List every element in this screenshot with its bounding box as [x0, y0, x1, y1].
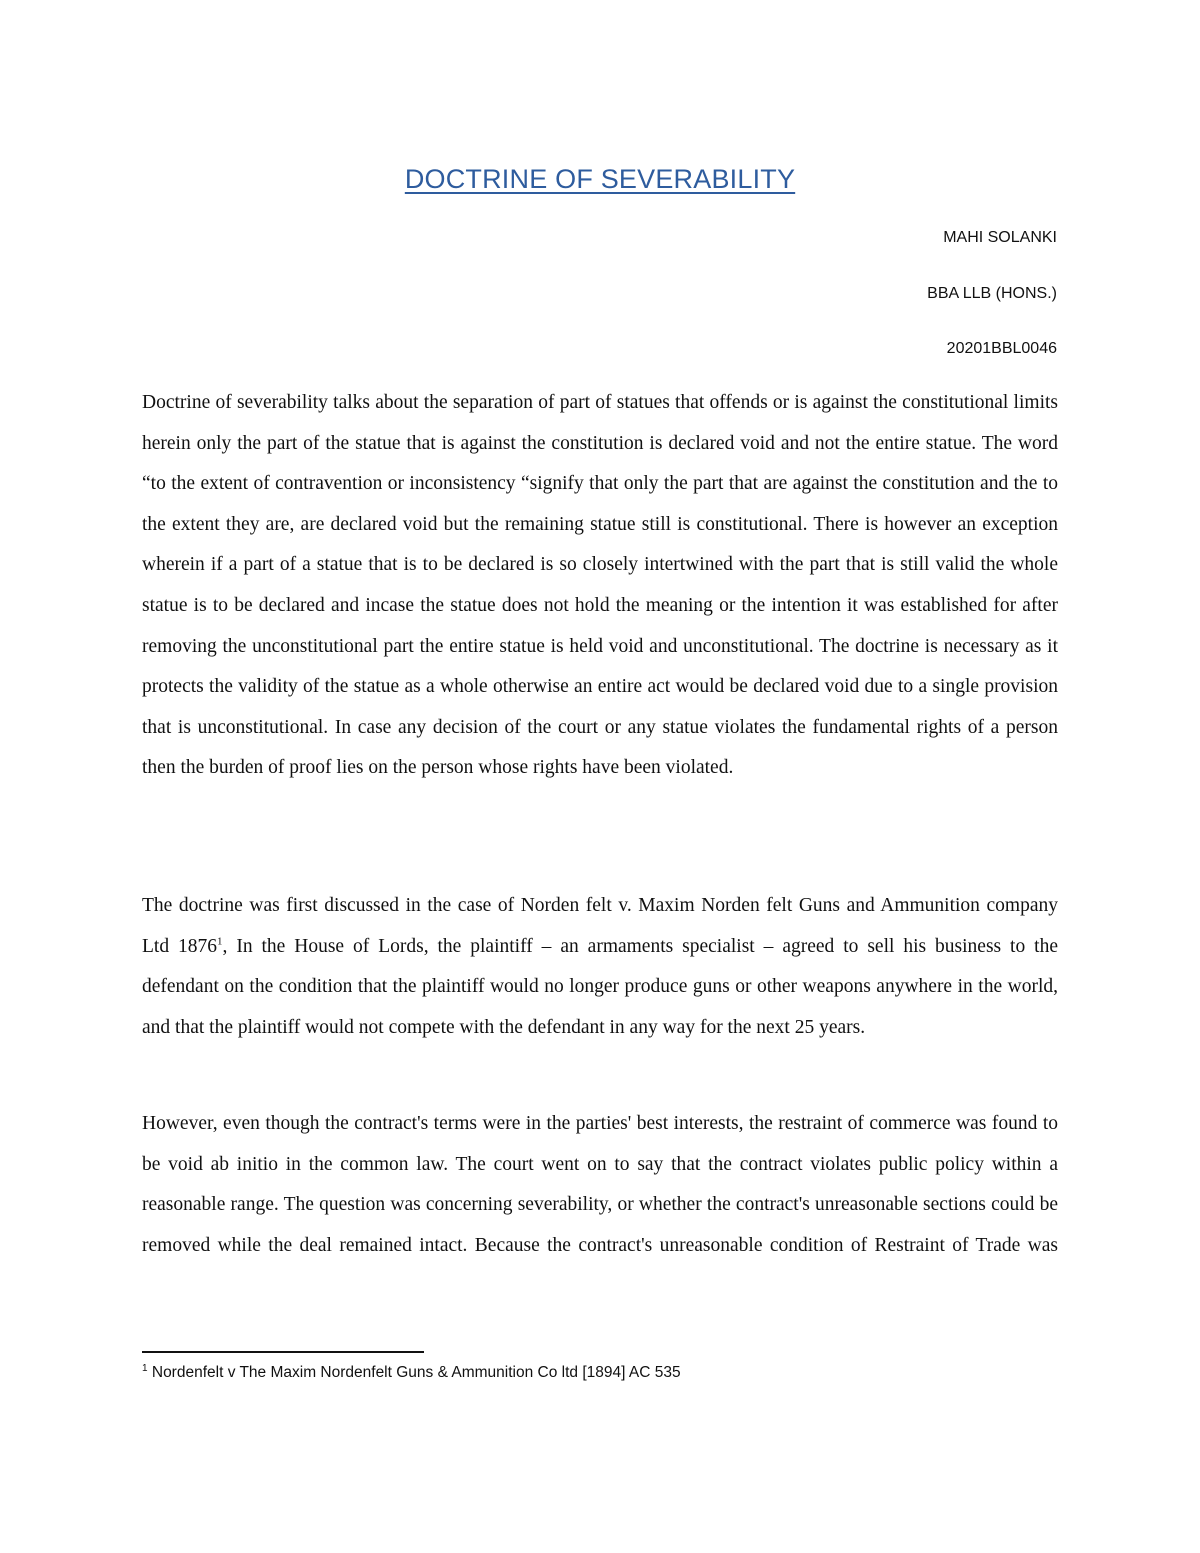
footnote-divider — [142, 1351, 424, 1353]
footnote — [142, 1364, 681, 1382]
paragraph-2-text-end: , In the House of Lords, the plaintiff – an armaments specialist – agreed to sell his business to the defendant on the condition that the plaintiff would no longer produce guns or other weapons anywhere in the world, and that the plaintiff would not compete with the defendant in any way for the next 25 years. — [142, 935, 1058, 1038]
paragraph-3: However, even though the contract's terms were in the parties' best interests, the restraint of commerce was found to be void ab initio in the common law. The court went on to say that the contract violates public policy within a reasonable range. The question was concerning severability, or whether the contract's unreasonable sections could be removed while the deal remained intact. Because the contract's unreasonable condition of Restraint of Trade was — [142, 1113, 1058, 1256]
paragraph-2-text-start: The doctrine was first discussed in the case of Norden felt v. Maxim Norden felt Guns and Ammunition company Ltd 1876 — [142, 895, 1058, 957]
paragraph-2 — [142, 886, 1058, 1048]
footnote-reference[interactable]: 1 — [217, 935, 223, 948]
document-title: DOCTRINE OF SEVERABILITY — [404, 164, 796, 194]
footnote-text: Nordenfelt v The Maxim Nordenfelt Guns & Ammunition Co ltd [1894] AC 535 — [147, 1364, 681, 1381]
footnote-number: 1 — [142, 1362, 148, 1374]
roll-number: 20201BBL0046 — [946, 340, 1057, 357]
paragraph-1: Doctrine of severability talks about the separation of part of statues that offends or is against the constitutional limits herein only the part of the statue that is against the constitution is declared void and not the entire statue. The word “to the extent of contravention or inconsistency “signify that only the part that are against the constitution and the to the extent they are, are declared void but the remaining statue still is constitutional. There is however an exception wherein if a part of a statue that is to be declared is so closely intertwined with the part that is still valid the whole statue is to be declared and incase the statue does not hold the meaning or the intention it was established for after removing the unconstitutional part the entire statue is held void and unconstitutional. The doctrine is necessary as it protects the validity of the statue as a whole otherwise an entire act would be declared void due to a single provision that is unconstitutional. In case any decision of the court or any statue violates the fundamental rights of a person then the burden of proof lies on the person whose rights have been violated. — [142, 392, 1058, 779]
author-name: MAHI SOLANKI — [943, 229, 1057, 246]
course-name: BBA LLB (HONS.) — [927, 285, 1057, 302]
